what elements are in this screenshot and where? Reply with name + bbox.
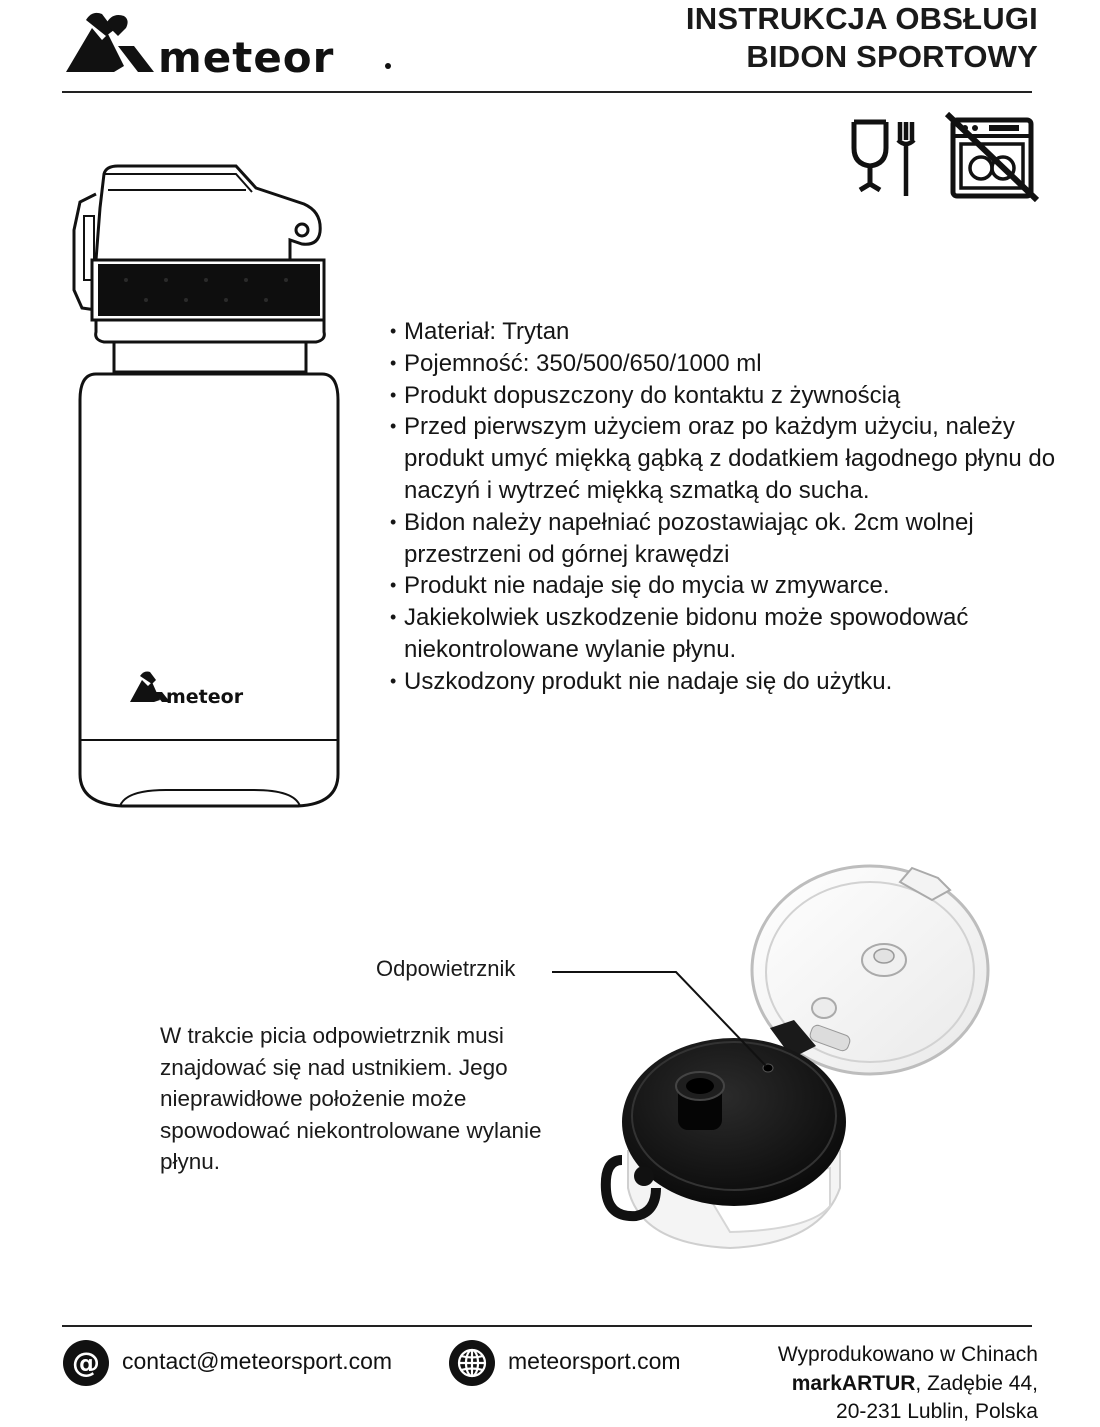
spec-food-contact: • Produkt dopuszczony do kontaktu z żywnością [390,380,1060,412]
contact-email[interactable]: contact@meteorsport.com [122,1348,393,1374]
vent-label: Odpowietrznik [376,956,516,981]
food-safe-icon [848,118,920,198]
product-specifications [390,316,1060,698]
spec-filling: • Bidon należy napełniać pozostawiając ok. 2cm wolnej przestrzeni od górnej krawędzi [390,507,1060,571]
svg-text:meteor: meteor [158,33,335,78]
title-line-1: INSTRUKCJA OBSŁUGI [685,1,1038,36]
spec-capacity: • Pojemność: 350/500/650/1000 ml [390,348,1060,380]
manufacturer-street-line [778,1370,1038,1399]
header-divider [62,91,1032,93]
meteor-logo [62,6,392,78]
lid-illustration [560,860,1020,1250]
globe-icon [448,1339,496,1387]
vent-note: W trakcie picia odpowietrznik musi znajdować się nad ustnikiem. Jego nieprawidłowe położenie może spowodować niekontrolowane wylanie płynu. [160,1023,542,1175]
svg-text:@: @ [72,1346,100,1379]
website-link[interactable]: meteorsport.com [508,1348,681,1374]
spec-washing: • Przed pierwszym użyciem oraz po każdym użyciu, należy produkt umyć miękką gąbką z dodatkiem łagodnego płynu do naczyń i wytrzeć miękką szmatką do sucha. [390,411,1060,506]
spec-damaged-unusable: • Uszkodzony produkt nie nadaje się do użytku. [390,666,1060,698]
manufacturer-city: 20-231 Lublin, Polska [836,1400,1038,1423]
spec-no-dishwasher: • Produkt nie nadaje się do mycia w zmywarce. [390,570,1060,602]
spec-material: • Materiał: Trytan [390,316,1060,348]
title-line-2: BIDON SPORTOWY [746,39,1038,74]
manufacturer-brand: markARTUR [791,1371,916,1395]
footer-divider [62,1325,1032,1327]
svg-text:meteor: meteor [166,686,244,708]
bottle-illustration [66,160,356,816]
document-title [686,0,1038,76]
manufacturer-street: , Zadębie 44, [915,1371,1038,1395]
no-dishwasher-icon [945,112,1040,202]
spec-damage: • Jakiekolwiek uszkodzenie bidonu może spowodować niekontrolowane wylanie płynu. [390,602,1060,666]
email-icon [62,1339,110,1387]
made-in: Wyprodukowano w Chinach [777,1343,1038,1366]
manufacturer-address [778,1341,1038,1427]
